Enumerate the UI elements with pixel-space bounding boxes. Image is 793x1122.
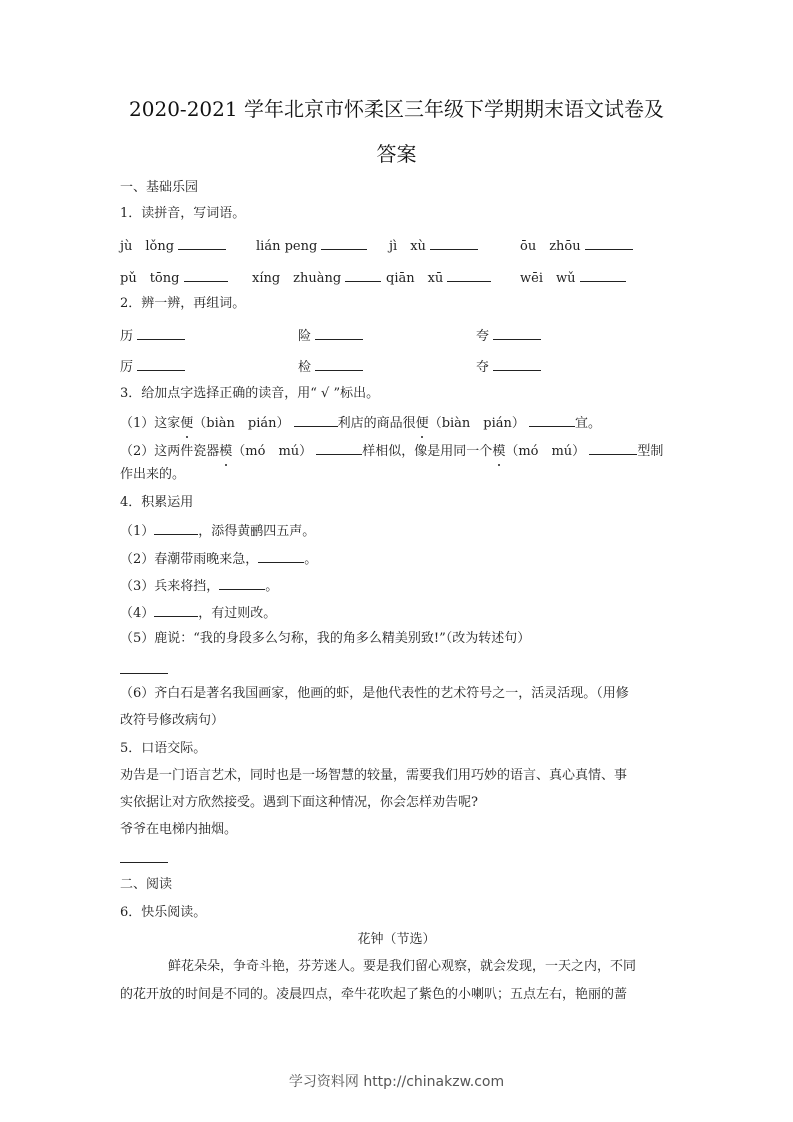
pinyin-options: （mó mú） [232, 444, 313, 459]
question-label: 5．口语交际。 [120, 741, 207, 756]
title-line-1: 2020-2021 学年北京市怀柔区三年级下学期期末语文试卷及 [129, 97, 664, 121]
answer-blank[interactable] [137, 357, 185, 371]
answer-blank[interactable] [447, 268, 491, 282]
passage-title: 花钟（节选） [357, 932, 436, 947]
character: 夺 [476, 360, 490, 375]
paragraph-line: 爷爷在电梯内抽烟。 [120, 822, 238, 837]
answer-blank[interactable] [316, 441, 362, 455]
rewrite-question-line-1: （6）齐白石是著名我国画家，他画的虾，是他代表性的艺术符号之一，活灵活现。（用修 [120, 686, 629, 701]
pinyin-item [520, 268, 626, 288]
text: （2）这两件瓷器 [120, 444, 220, 459]
answer-blank[interactable] [315, 357, 363, 371]
answer-blank[interactable] [585, 236, 633, 250]
char-item [120, 357, 185, 377]
text: 。 [265, 579, 279, 594]
title-line-2: 答案 [376, 142, 417, 166]
pinyin: lián peng [256, 239, 318, 254]
character: 夸 [476, 329, 490, 344]
fill-line [120, 576, 278, 596]
pinyin-options: （mó mú） [505, 444, 586, 459]
answer-blank[interactable] [219, 576, 265, 590]
pinyin-item [386, 268, 491, 288]
answer-blank[interactable] [154, 603, 198, 617]
continuation-text: 作出来的。 [120, 467, 186, 482]
fill-line [120, 521, 315, 541]
rewrite-question: （5）鹿说：“我的身段多么匀称，我的角多么精美别致!”（改为转述句） [120, 631, 531, 646]
answer-blank[interactable] [493, 326, 541, 340]
char-item [120, 326, 185, 346]
passage-line: 鲜花朵朵，争奇斗艳，芬芳迷人。要是我们留心观察，就会发现，一天之内，不同 [168, 959, 637, 974]
character: 险 [298, 329, 312, 344]
answer-blank[interactable] [321, 236, 367, 250]
question-label: 2．辨一辨，再组词。 [120, 296, 246, 311]
rewrite-question-line-2: 改符号修改病句） [120, 713, 225, 728]
dotted-char: 模 [492, 444, 506, 459]
question-label: 1．读拼音，写词语。 [120, 206, 246, 221]
char-item [476, 326, 541, 346]
pinyin: xíng zhuàng [252, 271, 342, 286]
text: （1） [120, 524, 155, 539]
answer-line[interactable] [120, 862, 168, 863]
question-label: 4．积累运用 [120, 495, 194, 510]
dotted-char: 便 [415, 416, 429, 431]
text: （2）春潮带雨晚来急， [120, 552, 259, 567]
passage-line: 的花开放的时间是不同的。凌晨四点，牵牛花吹起了紫色的小喇叭；五点左右，艳丽的蔷 [120, 987, 628, 1002]
pinyin-options: （biàn pián） [193, 416, 290, 431]
answer-blank[interactable] [430, 236, 478, 250]
char-item [476, 357, 541, 377]
text: ，有过则改。 [198, 606, 277, 621]
pinyin-item [252, 268, 381, 288]
answer-blank[interactable] [493, 357, 541, 371]
pinyin: jì xù [389, 239, 426, 254]
pinyin-options: （biàn pián） [428, 416, 525, 431]
dotted-char: 模 [219, 444, 233, 459]
character: 检 [298, 360, 312, 375]
question-label: 3．给加点字选择正确的读音，用“ √ ”标出。 [120, 386, 380, 401]
pinyin: wēi wǔ [520, 271, 576, 286]
char-item [298, 357, 363, 377]
pinyin: ōu zhōu [520, 239, 581, 254]
fill-line [120, 603, 276, 623]
reading-line [120, 413, 601, 433]
text: 样相似，像是用同一个 [362, 444, 493, 459]
section-heading: 二、阅读 [120, 877, 173, 892]
pinyin-item [256, 236, 367, 256]
char-item [298, 326, 363, 346]
section-heading: 一、基础乐园 [120, 180, 199, 195]
text: （4） [120, 606, 155, 621]
paragraph-line: 劝告是一门语言艺术，同时也是一场智慧的较量，需要我们用巧妙的语言、真心真情、事 [120, 768, 628, 783]
text: （1）这家 [120, 416, 181, 431]
text: 宜。 [575, 416, 602, 431]
text: （3）兵来将挡， [120, 579, 220, 594]
answer-blank[interactable] [529, 413, 575, 427]
question-label: 6．快乐阅读。 [120, 905, 207, 920]
answer-blank[interactable] [137, 326, 185, 340]
character: 历 [120, 329, 134, 344]
pinyin-item [520, 236, 633, 256]
text: ，添得黄鹂四五声。 [198, 524, 316, 539]
pinyin-item [120, 268, 228, 288]
text: 利店的商品很 [337, 416, 416, 431]
answer-blank[interactable] [154, 521, 198, 535]
answer-line[interactable] [120, 673, 168, 674]
footer-watermark: 学习资料网 http://chinakzw.com [288, 1074, 505, 1090]
answer-blank[interactable] [345, 268, 381, 282]
text: 型制 [637, 444, 664, 459]
pinyin: qiān xū [386, 271, 444, 286]
text: 。 [304, 552, 318, 567]
reading-line [120, 441, 663, 461]
answer-blank[interactable] [178, 236, 226, 250]
paragraph-line: 实依据让对方欣然接受。遇到下面这种情况，你会怎样劝告呢? [120, 795, 478, 810]
fill-line [120, 549, 317, 569]
pinyin: pǔ tōng [120, 271, 180, 286]
answer-blank[interactable] [580, 268, 626, 282]
answer-blank[interactable] [315, 326, 363, 340]
character: 厉 [120, 360, 134, 375]
pinyin-item [120, 236, 226, 256]
dotted-char: 便 [180, 416, 194, 431]
pinyin: jù lǒng [120, 239, 175, 254]
answer-blank[interactable] [589, 441, 637, 455]
answer-blank[interactable] [294, 413, 338, 427]
answer-blank[interactable] [258, 549, 304, 563]
pinyin-item [389, 236, 478, 256]
answer-blank[interactable] [184, 268, 228, 282]
